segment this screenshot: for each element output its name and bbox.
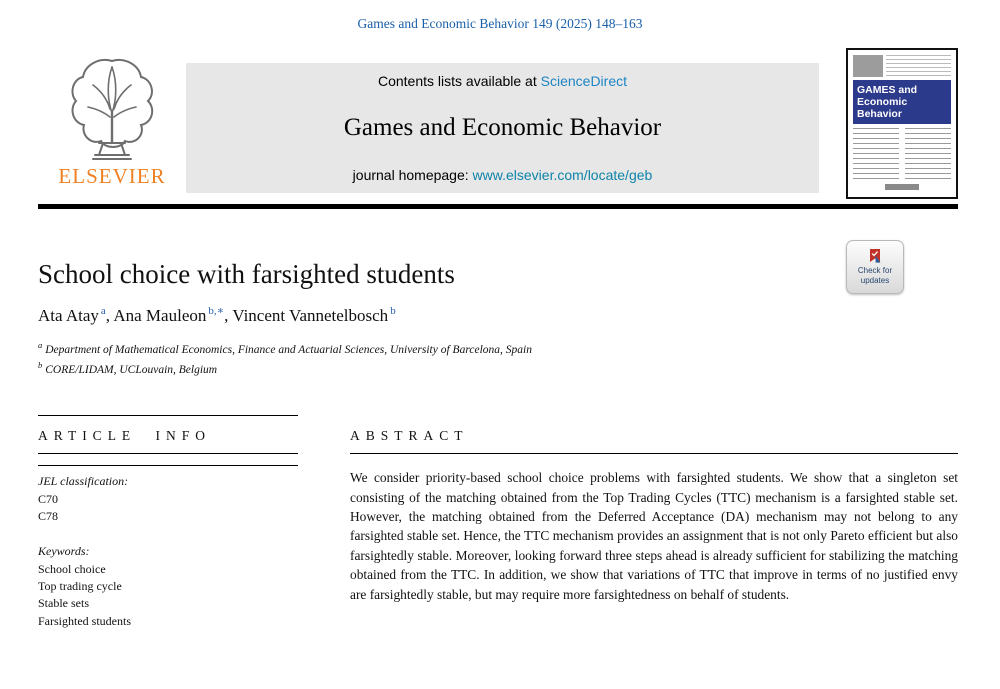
- author: [113, 306, 232, 325]
- affiliations: [38, 339, 958, 379]
- elsevier-tree-icon: [63, 55, 161, 163]
- sciencedirect-link[interactable]: ScienceDirect: [540, 73, 628, 89]
- author-name: Ata Atay: [38, 305, 99, 325]
- article-info-content: [38, 473, 298, 630]
- cover-title-line: GAMES and: [857, 84, 918, 96]
- contents-line: [194, 73, 811, 89]
- affiliation-text: CORE/LIDAM, UCLouvain, Belgium: [45, 363, 218, 376]
- jel-code: C70: [38, 491, 59, 506]
- check-badge-line: updates: [860, 276, 890, 285]
- cover-header: [853, 55, 951, 77]
- article-info-heading: ARTICLE INFO: [38, 415, 298, 454]
- cover-title: [853, 80, 951, 124]
- journal-title: Games and Economic Behavior: [343, 114, 662, 141]
- keywords-label: Keywords:: [38, 544, 90, 559]
- cover-toc-lines: [853, 128, 951, 180]
- affiliation-sup: b: [38, 359, 43, 370]
- keyword: Top trading cycle: [38, 579, 122, 594]
- check-badge-label: [858, 266, 892, 286]
- article-info-rule: [38, 465, 298, 466]
- keyword: School choice: [38, 561, 106, 576]
- author-affiliation-sup: b: [390, 305, 396, 318]
- author-affiliation-sup: b,∗: [208, 305, 225, 318]
- author-name: Vincent Vannetelbosch: [232, 305, 389, 325]
- author: [232, 306, 395, 325]
- jel-code: C78: [38, 508, 59, 523]
- journal-citation-link[interactable]: Games and Economic Behavior 149 (2025) 148–163: [357, 16, 643, 31]
- check-for-updates-badge[interactable]: [846, 240, 904, 294]
- info-abstract-section: [38, 415, 958, 630]
- cover-photo: [853, 55, 883, 77]
- cover-title-line: Economic: [857, 96, 908, 109]
- cover-barcode: [885, 184, 919, 190]
- homepage-label: journal homepage:: [352, 167, 469, 183]
- jel-classification-label: JEL classification:: [38, 474, 129, 489]
- affiliation: [38, 359, 958, 379]
- affiliation: [38, 339, 958, 359]
- check-badge-line: Check for: [857, 266, 893, 275]
- homepage-line: [194, 167, 811, 183]
- article-info-column: [38, 415, 298, 630]
- contents-prefix-text: Contents lists available at: [377, 73, 537, 89]
- author-affiliation-sup: a: [100, 305, 106, 318]
- journal-homepage-link[interactable]: www.elsevier.com/locate/geb: [472, 167, 653, 183]
- cover-footer: [853, 184, 951, 192]
- crossmark-icon: [867, 248, 883, 264]
- author-name: Ana Mauleon: [113, 305, 207, 325]
- elsevier-wordmark: ELSEVIER: [58, 164, 166, 188]
- journal-banner: [186, 63, 819, 193]
- abstract-text: We consider priority-based school choice problems with farsighted students. We show that a singleton set consisting of the matching obtained from the Top Trading Cycles (TTC) mechanism is a farsighted stable set. However, the matching obtained from the Deferred Acceptance (DA) mechanism may not belong to any farsighted stable set. Hence, the TTC mechanism provides an assignment that is not only Pareto efficient but also farsightedly stable. Moreover, looking forward three steps ahead is already sufficient for stabilizing the matching obtained from the TTC. In addition, we show that variations of TTC that improve in terms of no justified envy are farsightedly stable, but may require more farsightedness on behalf of students.: [350, 470, 958, 602]
- cover-side-lines: [886, 55, 951, 77]
- authors-line: [38, 304, 958, 326]
- abstract-heading: ABSTRACT: [350, 415, 958, 454]
- article-title: School choice with farsighted students: [38, 259, 455, 289]
- author-separator: ,: [105, 305, 114, 325]
- cover-title-line: Behavior: [857, 108, 902, 121]
- journal-header: [38, 53, 958, 195]
- affiliation-text: Department of Mathematical Economics, Finance and Actuarial Sciences, University of Barcelona, Spain: [45, 343, 532, 356]
- abstract-column: [350, 415, 958, 630]
- elsevier-logo: [38, 53, 186, 195]
- journal-cover-thumbnail[interactable]: [846, 48, 958, 199]
- affiliation-sup: a: [38, 339, 43, 350]
- keyword: Stable sets: [38, 596, 89, 611]
- author: [38, 306, 113, 325]
- author-separator: ,: [224, 305, 233, 325]
- keyword: Farsighted students: [38, 613, 131, 628]
- header-divider-rule: [38, 204, 958, 209]
